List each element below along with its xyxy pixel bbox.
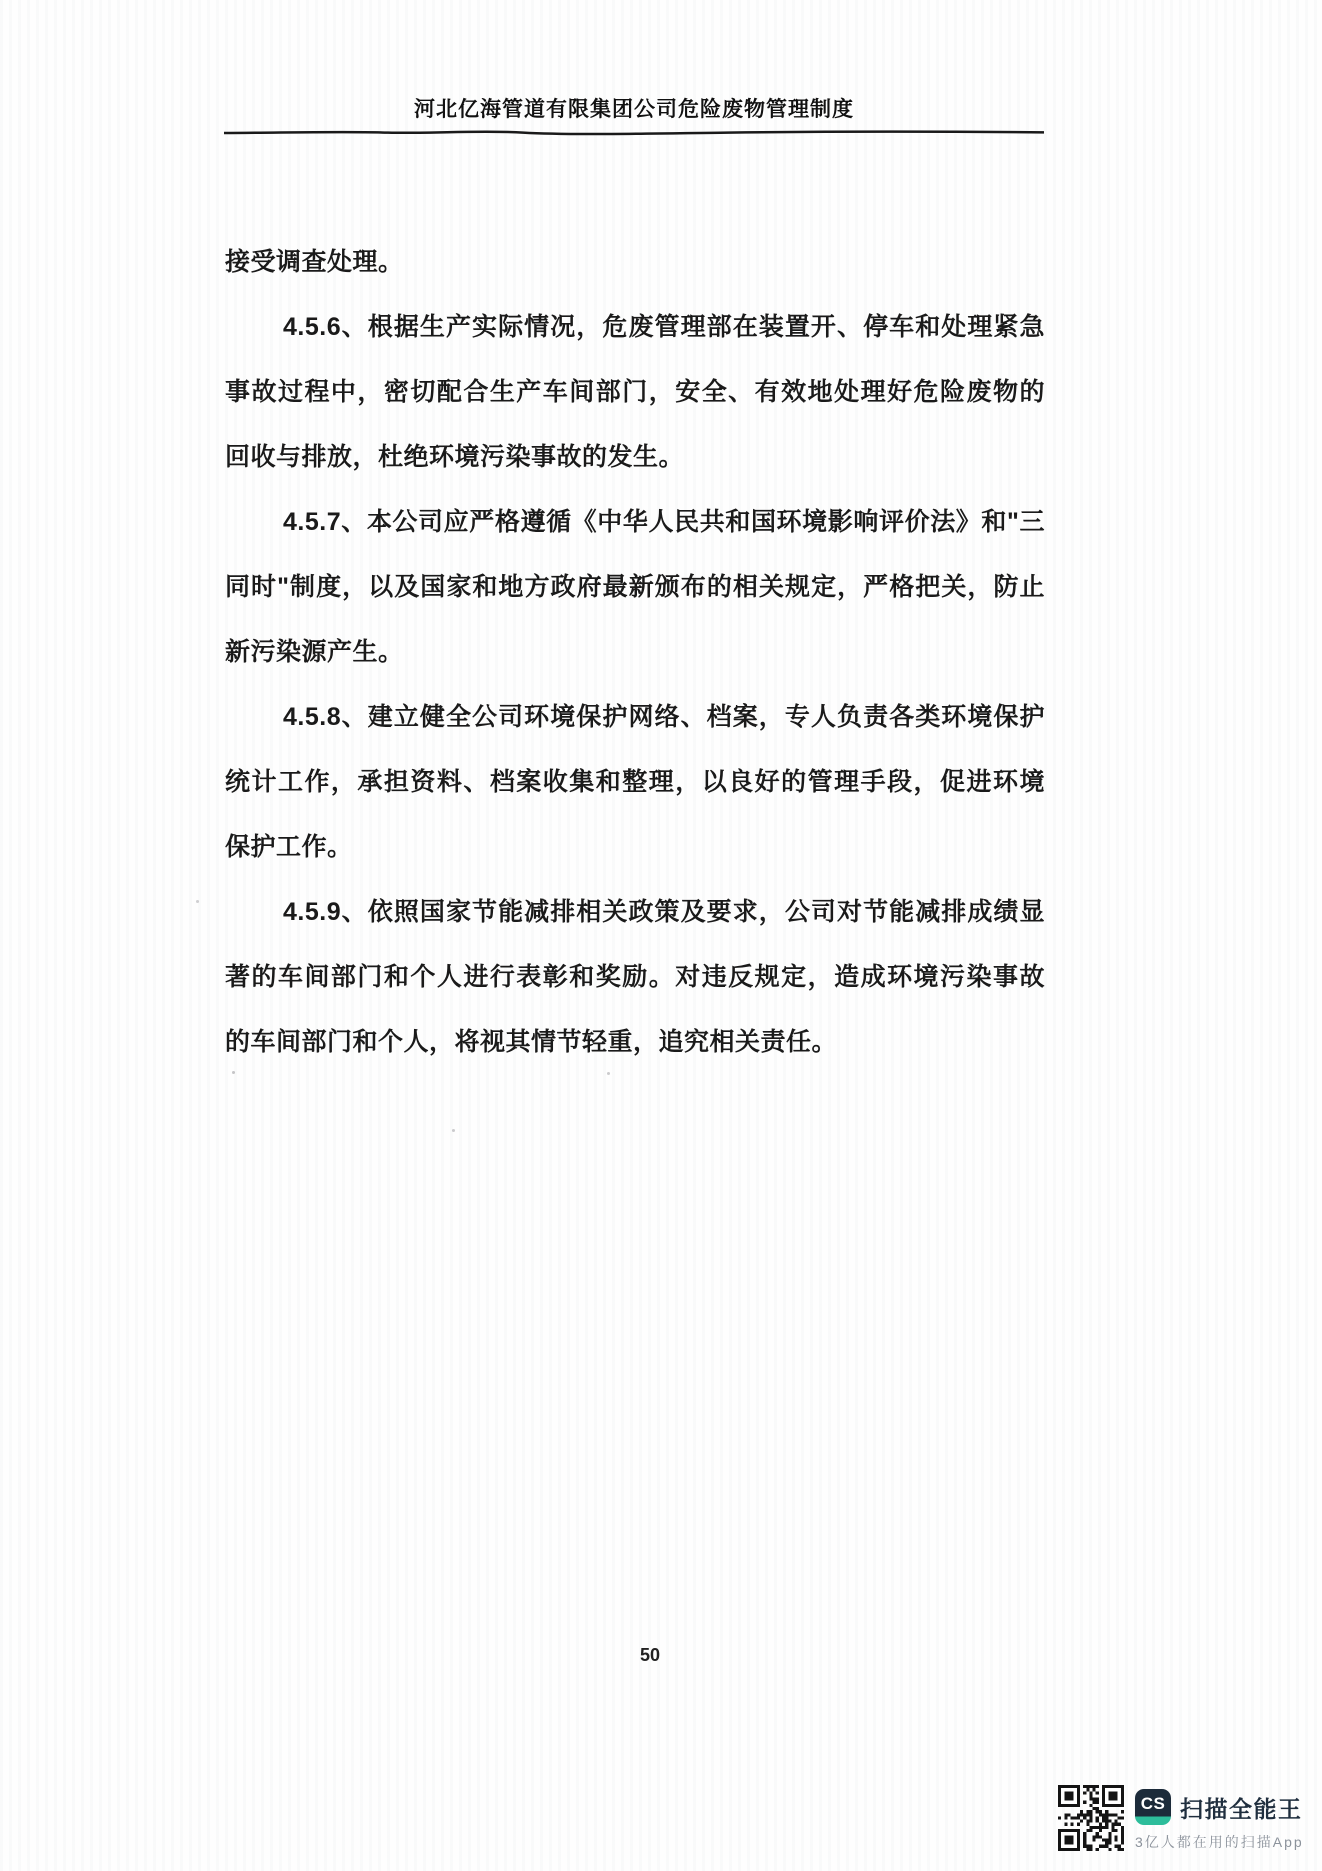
clause-4-5-7-line-3: 新污染源产生。 [225, 638, 404, 666]
scan-speck [232, 1071, 235, 1074]
paragraph-continuation-line: 接受调查处理。 [225, 248, 404, 276]
camscanner-tagline: 3亿人都在用的扫描App [1135, 1834, 1304, 1850]
cs-logo-text: CS [1140, 1793, 1166, 1813]
clause-4-5-6-line-2: 事故过程中，密切配合生产车间部门，安全、有效地处理好危险废物的 [225, 378, 1045, 406]
camscanner-app-name: 扫描全能王 [1180, 1795, 1303, 1822]
camscanner-branding [1135, 1785, 1304, 1852]
scan-speck [452, 1129, 455, 1132]
clause-4-5-8-line-3: 保护工作。 [225, 833, 353, 861]
clause-4-5-9-line-2: 著的车间部门和个人进行表彰和奖励。对违反规定，造成环境污染事故 [225, 963, 1045, 991]
page-number: 50 [639, 1645, 661, 1665]
header-rule-line [223, 128, 1045, 136]
scan-speck [509, 897, 512, 900]
scan-speck [196, 900, 199, 903]
document-body [225, 230, 1045, 1075]
camscanner-cs-logo-icon [1135, 1789, 1171, 1825]
clause-4-5-9-line-3: 的车间部门和个人，将视其情节轻重，追究相关责任。 [225, 1028, 838, 1056]
scan-speck [607, 1072, 610, 1075]
document-header-title: 河北亿海管道有限集团公司危险废物管理制度 [414, 98, 854, 121]
clause-4-5-8-line-1: 4.5.8、建立健全公司环境保护网络、档案，专人负责各类环境保护 [283, 703, 1045, 731]
clause-4-5-9-line-1: 4.5.9、依照国家节能减排相关政策及要求，公司对节能减排成绩显 [283, 898, 1045, 926]
camscanner-watermark [1058, 1785, 1304, 1852]
document-header [223, 97, 1045, 123]
clause-4-5-7-line-1: 4.5.7、本公司应严格遵循《中华人民共和国环境影响评价法》和"三 [283, 508, 1045, 536]
clause-4-5-6-line-1: 4.5.6、根据生产实际情况，危废管理部在装置开、停车和处理紧急 [283, 313, 1045, 341]
clause-4-5-7-line-2: 同时"制度，以及国家和地方政府最新颁布的相关规定，严格把关，防止 [225, 573, 1045, 601]
clause-4-5-8-line-2: 统计工作，承担资料、档案收集和整理，以良好的管理手段，促进环境 [225, 768, 1045, 796]
qr-code [1058, 1785, 1124, 1851]
clause-4-5-6-line-3: 回收与排放，杜绝环境污染事故的发生。 [225, 443, 685, 471]
